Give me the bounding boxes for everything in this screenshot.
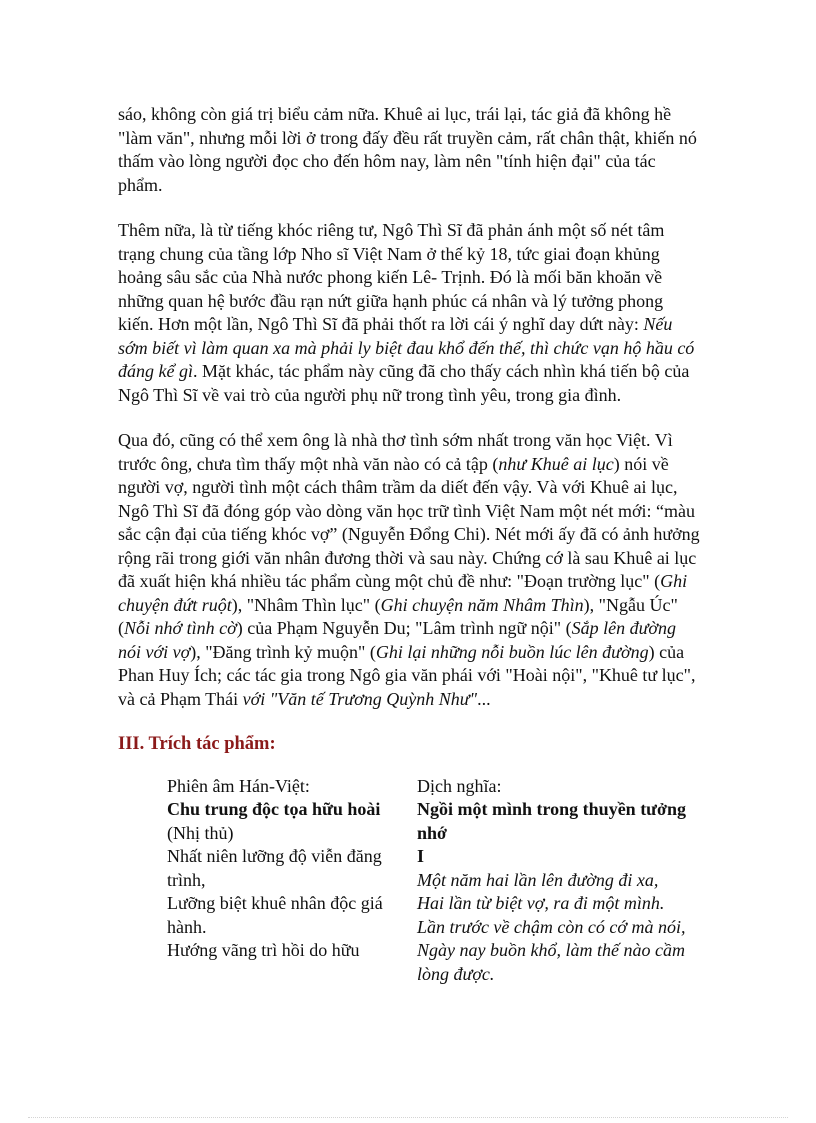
paragraph-3-text-k: ), "Đăng trình kỷ muộn" ( — [190, 641, 376, 662]
paragraph-2 — [118, 219, 700, 407]
section-title: III. Trích tác phẩm: — [118, 734, 276, 754]
paragraph-3-italic-b: như Khuê ai lục — [498, 453, 614, 474]
paragraph-3-text-c: ) nói về người vợ, người tình một cách thâm trầm da diết đến vậy. Và với Khuê ai lục, Ngô Thì Sĩ đã đóng góp vào dòng văn học trữ tình Việt Nam một nét mới: “màu sắc cận đại của tiếng khóc vợ” (Nguyễn Đổng Chi). Nét mới ấy đã có ảnh hưởng rộng rãi trong giới văn nhân đương thời và sau này. Chứng cớ là sau Khuê ai lục đã xuất hiện khá nhiều tác phẩm cùng một chủ đề như: "Đoạn trường lục" ( — [118, 453, 700, 591]
paragraph-3-text-o: ... — [477, 688, 491, 709]
paragraph-3-italic-l: Ghi lại những nỗi buồn lúc lên đường — [375, 641, 649, 662]
poem-left-column — [167, 775, 417, 987]
poem-right-sub: I — [417, 846, 425, 866]
poem-left-title: Chu trung độc tọa hữu hoài — [167, 799, 381, 819]
paragraph-3-italic-j: Sắp lên đường nói với vợ — [118, 618, 677, 662]
paragraph-3-text-i: ) của Phạm Nguyễn Du; "Lâm trình ngữ nội" ( — [236, 618, 572, 638]
paragraph-3-text-a: Qua đó, cũng có thể xem ông là nhà thơ tình sớm nhất trong văn học Việt. Vì trước ông, chưa tìm thấy một nhà văn nào có cả tập ( — [118, 430, 673, 474]
poem-right-column — [417, 775, 707, 987]
poem-left-line: Nhất niên lưỡng độ viễn đăng trình, — [167, 846, 382, 890]
poem-right-line: Một năm hai lần lên đường đi xa, — [417, 869, 659, 890]
poem-right-header: Dịch nghĩa: — [417, 775, 502, 796]
paragraph-3-text-g: ), "Ngẫu Úc" ( — [118, 594, 678, 638]
poem-left-line: Hướng vãng trì hồi do hữu — [167, 940, 360, 960]
poem-right-line: Lần trước về chậm còn có cớ mà nói, — [417, 916, 686, 937]
paragraph-3-italic-f: Ghi chuyện năm Nhâm Thìn — [380, 594, 584, 615]
paragraph-2-italic-quote: Nếu sớm biết vì làm quan xa mà phải ly biệt đau khổ đến thế, thì chức vạn hộ hầu có đáng kể gì — [118, 314, 695, 381]
paragraph-3-text-e: ), "Nhâm Thìn lục" ( — [231, 594, 381, 615]
paragraph-3-italic-d: Ghi chuyện đứt ruột — [118, 571, 688, 615]
poem-left-sub: (Nhị thủ) — [167, 822, 234, 843]
document-page — [118, 103, 700, 986]
paragraph-1-text: sáo, không còn giá trị biểu cảm nữa. Khuê ai lục, trái lại, tác giả đã không hề "làm văn", nhưng mỗi lời ở trong đấy đều rất truyền cảm, rất chân thật, khiến nó thấm vào lòng người đọc cho đến hôm nay, làm nên "tính hiện đại" của tác phẩm. — [118, 104, 697, 195]
page-bottom-divider — [28, 1117, 788, 1118]
poem-right-line: Hai lần từ biệt vợ, ra đi một mình. — [417, 893, 665, 913]
poem-left-header: Phiên âm Hán-Việt: — [167, 775, 310, 796]
paragraph-1 — [118, 103, 700, 197]
poem-right-title: Ngồi một mình trong thuyền tưởng nhớ — [417, 799, 686, 843]
poem-table — [167, 775, 700, 987]
paragraph-2-text-c: . Mặt khác, tác phẩm này cũng đã cho thấy cách nhìn khá tiến bộ của Ngô Thì Sĩ về vai trò của người phụ nữ trong tình yêu, trong gia đình. — [118, 361, 690, 405]
poem-left-line: Lưỡng biệt khuê nhân độc giá hành. — [167, 893, 383, 937]
paragraph-2-text-a: Thêm nữa, là từ tiếng khóc riêng tư, Ngô Thì Sĩ đã phản ánh một số nét tâm trạng chung của tầng lớp Nho sĩ Việt Nam ở thế kỷ 18, tức giai đoạn khủng hoảng sâu sắc của Nhà nước phong kiến Lê- Trịnh. Đó là mối băn khoăn về những quan hệ bước đầu rạn nứt giữa hạnh phúc cá nhân và lý tưởng phong kiến. Hơn một lần, Ngô Thì Sĩ đã phải thốt ra lời cái ý nghĩ day dứt này: — [118, 220, 665, 334]
paragraph-3-text-m: ) của Phan Huy Ích; các tác gia trong Ngô gia văn phái với "Hoài nội", "Khuê tư lục", và cả Phạm Thái — [118, 641, 696, 709]
paragraph-3-italic-n: với "Văn tế Trương Quỳnh Như" — [242, 688, 478, 709]
paragraph-3 — [118, 429, 700, 711]
poem-right-line: Ngày nay buồn khổ, làm thế nào cầm lòng được. — [417, 940, 685, 984]
paragraph-3-italic-h: Nỗi nhớ tình cờ — [124, 618, 237, 638]
